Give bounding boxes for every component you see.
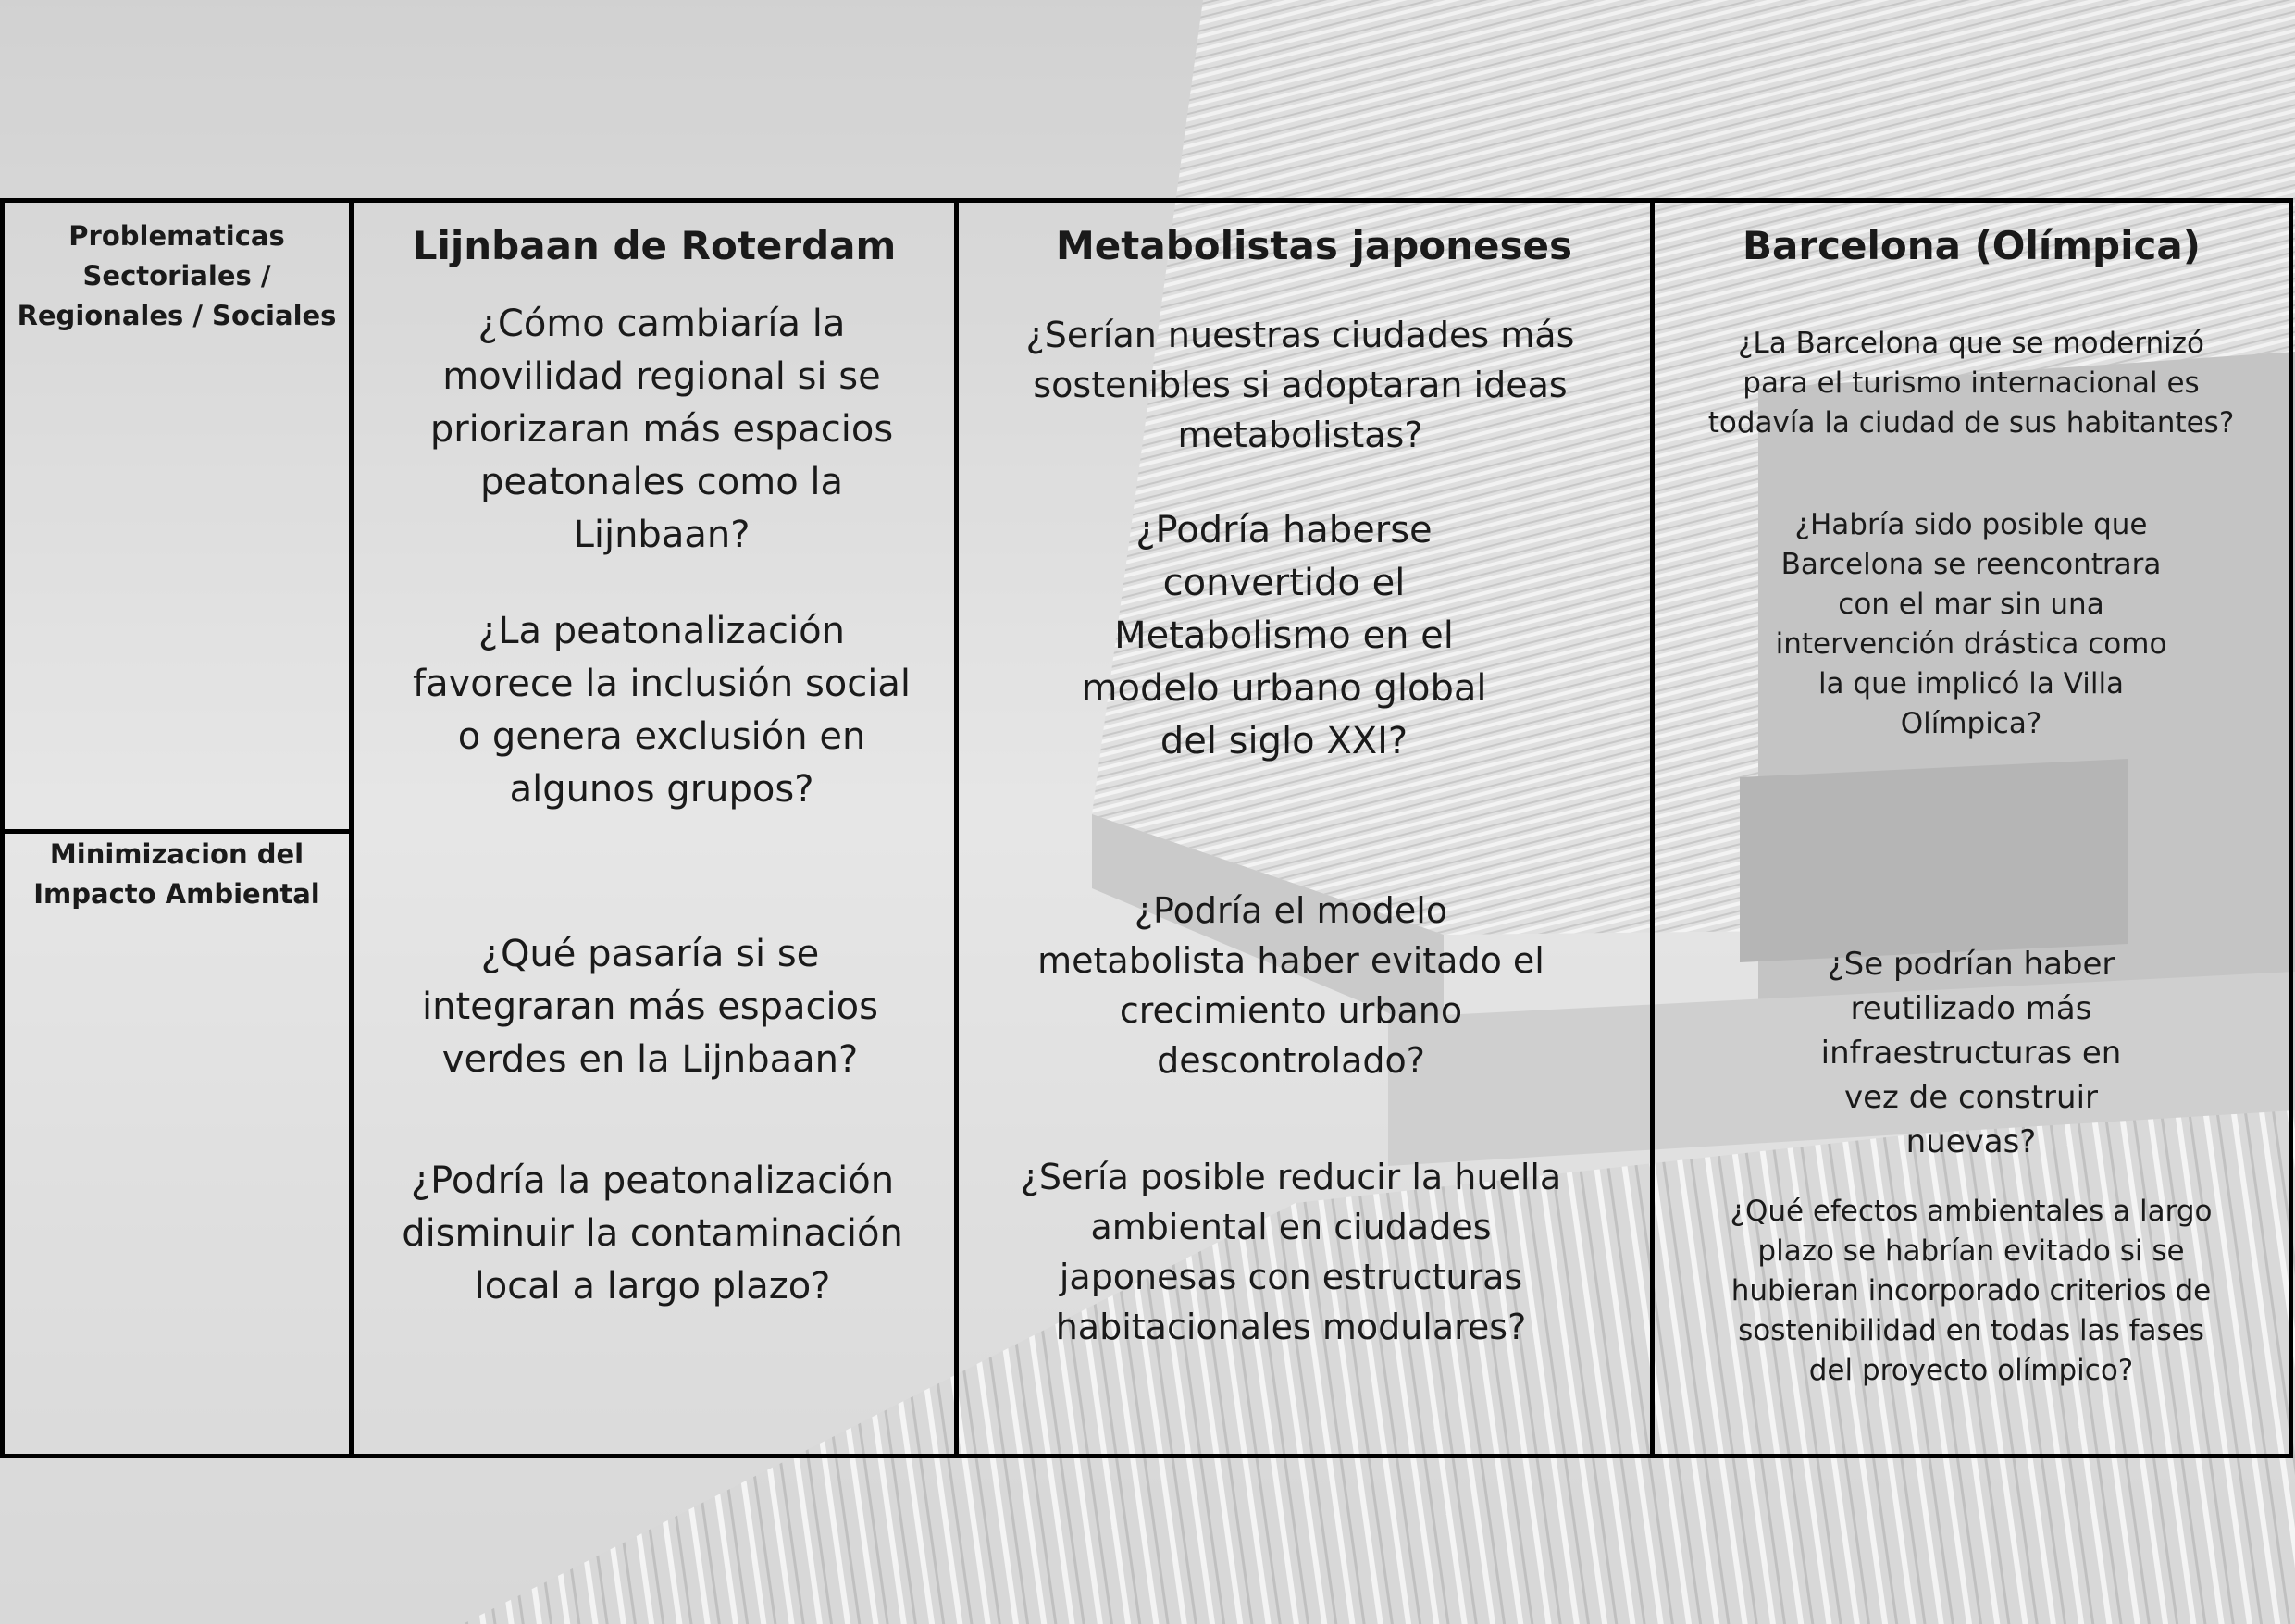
lijnbaan-question-1: ¿Cómo cambiaría la movilidad regional si se priorizaran más espacios peatonales como la Lijnbaan? <box>429 303 894 556</box>
column-title-barcelona: Barcelona (Olímpica) <box>1743 223 2201 268</box>
metabolistas-question-3: ¿Podría el modelo metabolista haber evitado el crecimiento urbano descontrolado? <box>1037 890 1544 1081</box>
barcelona-question-2: ¿Habría sido posible que Barcelona se reencontrara con el mar sin una intervención drástica como la que implicó la Villa Olímpica? <box>1775 508 2167 740</box>
column-title-metabolistas: Metabolistas japoneses <box>1056 223 1572 268</box>
row-label-sectoriales: Problematicas Sectoriales / Regionales / Sociales <box>17 220 337 331</box>
metabolistas-question-4: ¿Sería posible reducir la huella ambiental en ciudades japonesas con estructuras habitacionales modulares? <box>1020 1157 1562 1347</box>
barcelona-question-3: ¿Se podrían haber reutilizado más infraestructuras en vez de construir nuevas? <box>1820 946 2122 1160</box>
table-border-left <box>0 198 5 1458</box>
barcelona-question-4: ¿Qué efectos ambientales a largo plazo se habrían evitado si se hubieran incorporado criterios de sostenibilidad en todas las fases del proyecto olímpico? <box>1730 1195 2213 1387</box>
column-divider-2 <box>954 198 959 1458</box>
column-divider-3 <box>1650 198 1655 1458</box>
table-border-right <box>2289 198 2293 1458</box>
row-label-impacto-ambiental: Minimizacion del Impacto Ambiental <box>33 838 320 910</box>
row-divider <box>0 829 352 834</box>
metabolistas-question-2: ¿Podría haberse convertido el Metabolismo en el modelo urbano global del siglo XXI? <box>1081 509 1487 762</box>
lijnbaan-question-2: ¿La peatonalización favorece la inclusión social o genera exclusión en algunos grupos? <box>412 610 912 811</box>
barcelona-question-1: ¿La Barcelona que se modernizó para el turismo internacional es todavía la ciudad de sus habitantes? <box>1707 327 2235 440</box>
column-title-lijnbaan: Lijnbaan de Roterdam <box>412 223 897 268</box>
lijnbaan-question-3: ¿Qué pasaría si se integraran más espacios verdes en la Lijnbaan? <box>422 933 878 1081</box>
table-border-bottom <box>0 1454 2293 1458</box>
metabolistas-question-1: ¿Serían nuestras ciudades más sostenibles si adoptaran ideas metabolistas? <box>1025 315 1575 455</box>
column-divider-1 <box>349 198 354 1458</box>
table-border-top <box>0 198 2293 203</box>
lijnbaan-question-4: ¿Podría la peatonalización disminuir la contaminación local a largo plazo? <box>402 1159 903 1308</box>
